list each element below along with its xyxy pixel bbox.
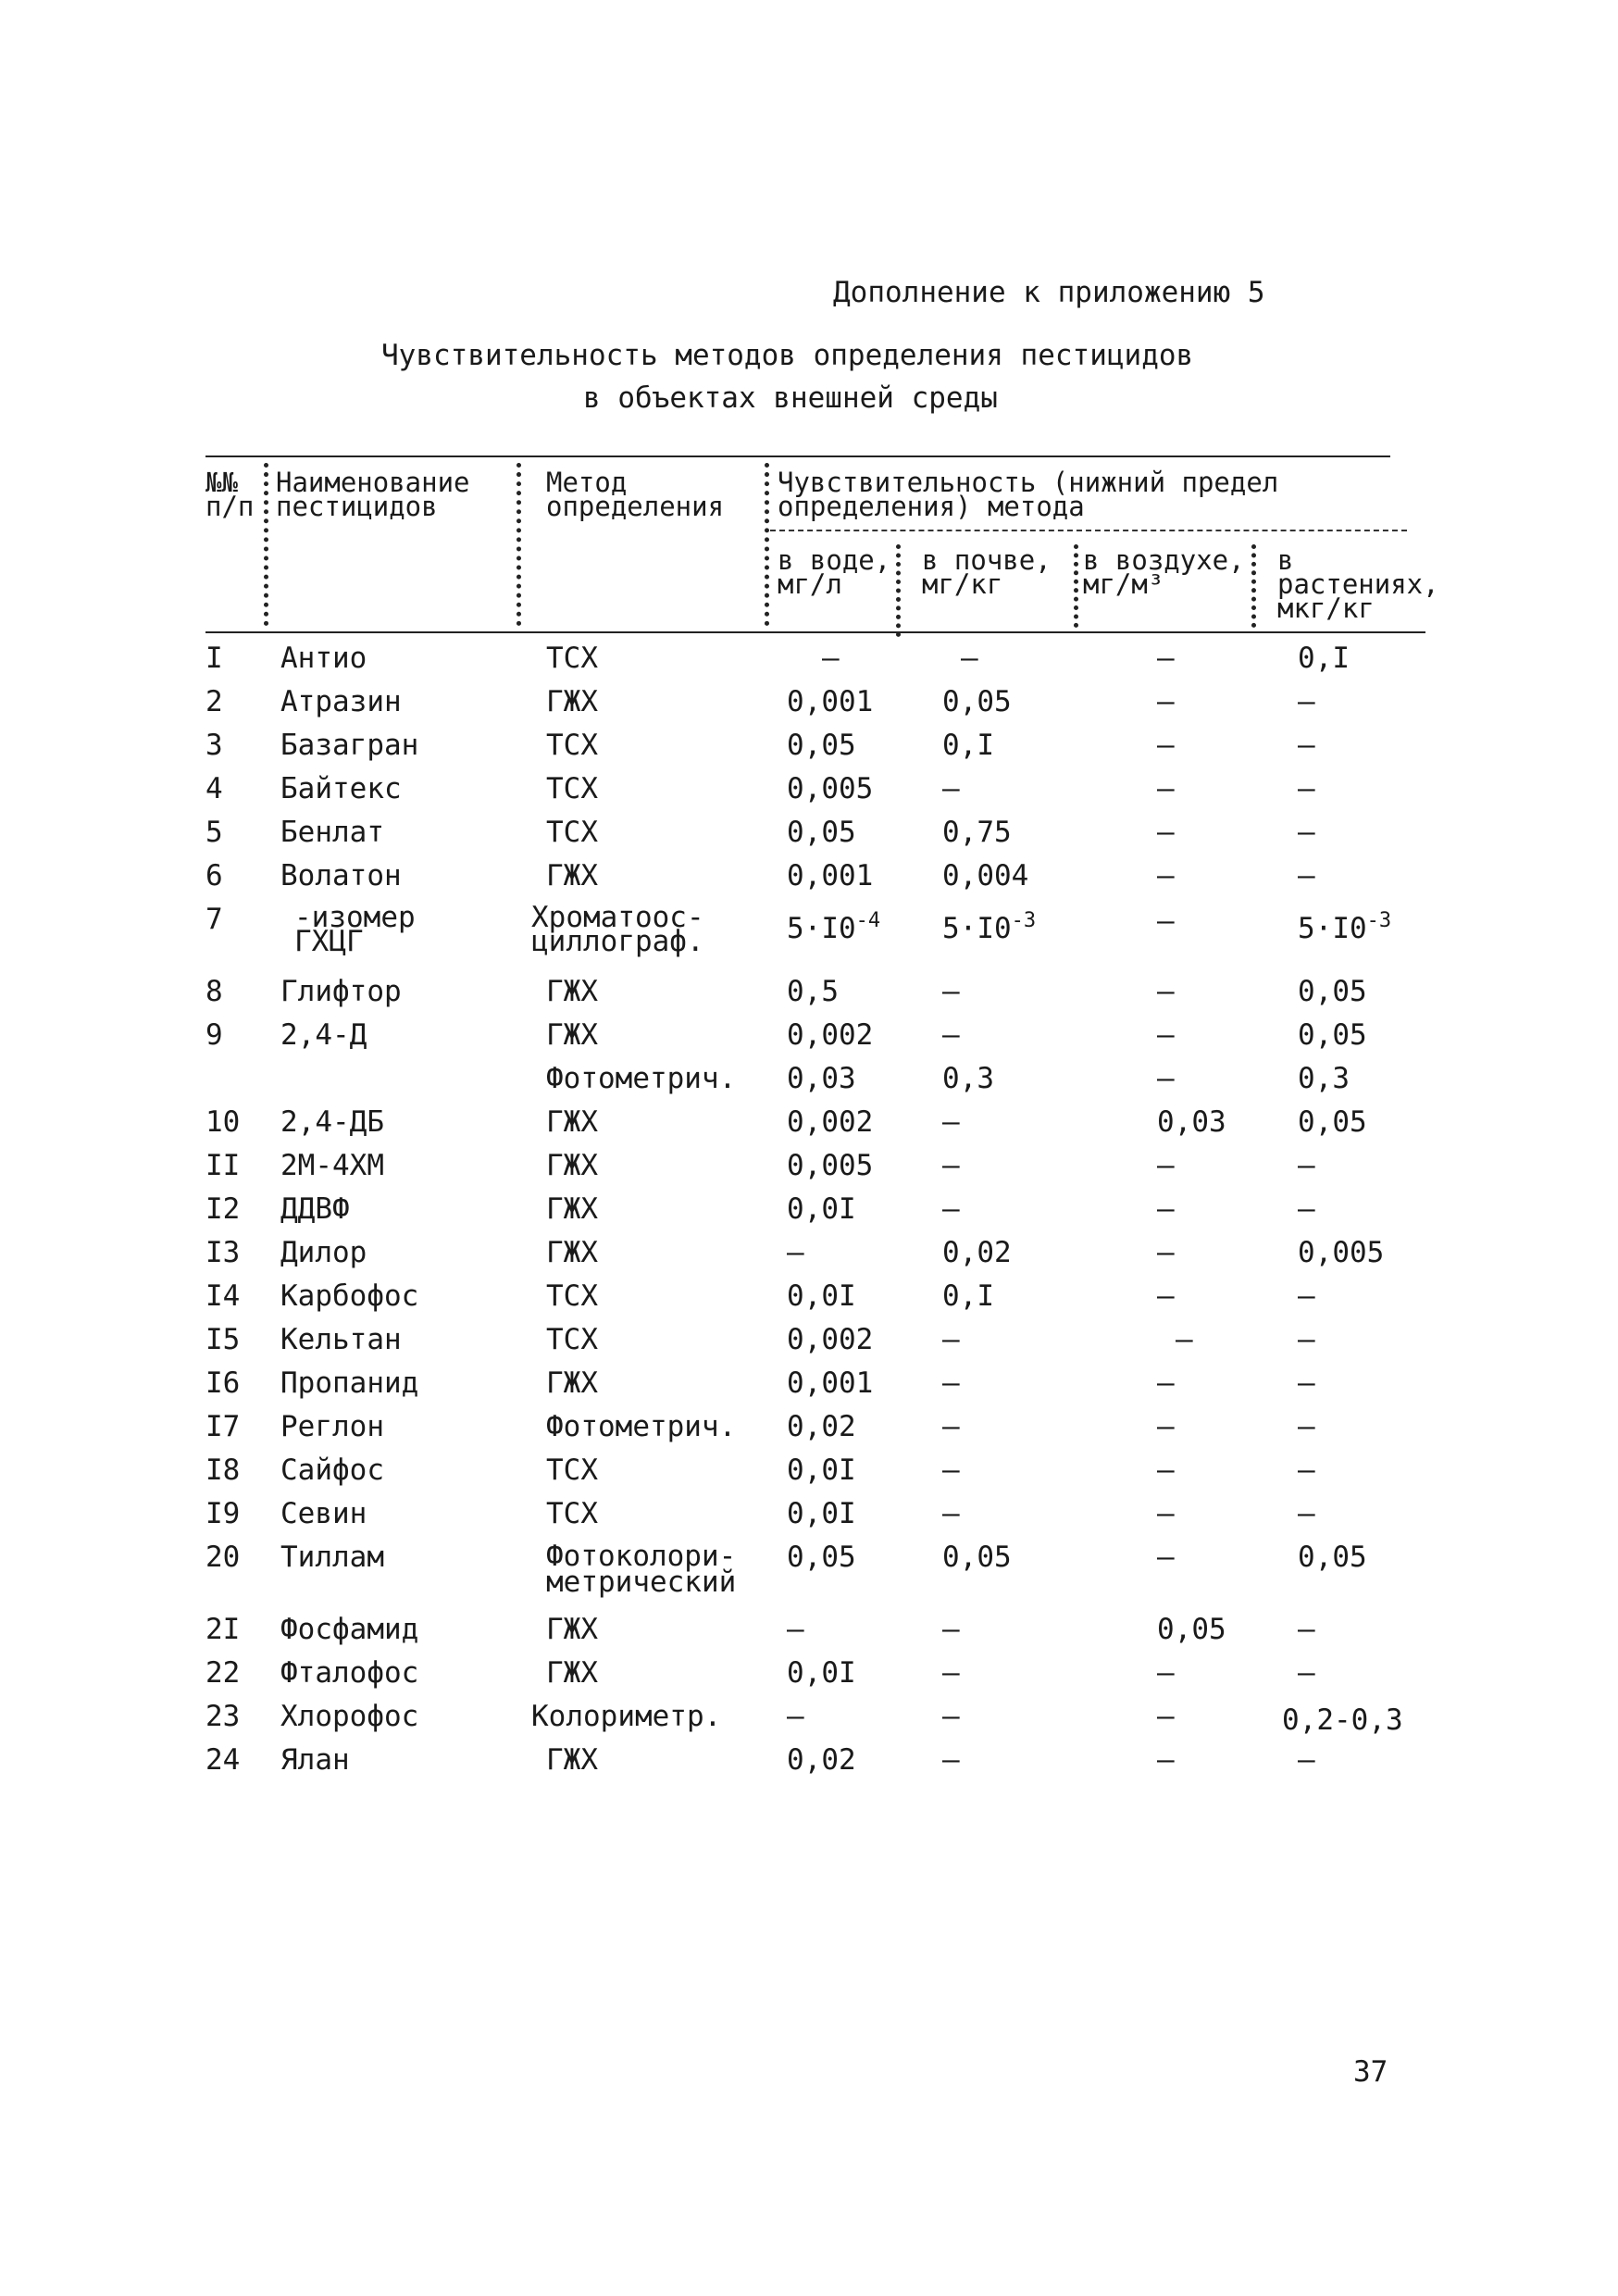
plants-value: – — [1298, 1192, 1315, 1226]
soil-value — [942, 907, 1037, 945]
row-number: I8 — [205, 1454, 241, 1487]
plants-value: 0,3 — [1298, 1062, 1350, 1095]
air-value: – — [1157, 1700, 1175, 1733]
table-header-bottom-rule — [205, 631, 1425, 633]
method: Фотометрич. — [546, 1410, 737, 1443]
row-number: I9 — [205, 1497, 241, 1530]
soil-value: 0,004 — [942, 859, 1029, 892]
plants-value: – — [1298, 1323, 1315, 1356]
plants-value: – — [1298, 1613, 1315, 1646]
air-value: – — [1157, 1279, 1175, 1313]
method: ТСХ — [546, 816, 598, 849]
method: ТСХ — [546, 642, 598, 675]
row-number: 2 — [205, 685, 223, 718]
water-value-mantissa: 5·I0 — [787, 912, 856, 945]
pesticide-name: Базагран — [280, 729, 419, 762]
pesticide-name: 2М-4ХМ — [280, 1149, 384, 1182]
pesticide-name: Ялан — [280, 1743, 350, 1777]
water-value: 0,05 — [787, 816, 856, 849]
water-value: 0,0I — [787, 1192, 856, 1226]
soil-value: – — [942, 1454, 960, 1487]
water-value: 0,0I — [787, 1279, 856, 1313]
row-number: 22 — [205, 1656, 241, 1690]
method: Фотоколори- метрический — [546, 1540, 737, 1599]
plants-value: 0,05 — [1298, 1541, 1367, 1574]
column-header-soil: в почве, мг/кг — [922, 544, 1052, 600]
water-value: 0,03 — [787, 1062, 856, 1095]
water-value: 0,05 — [787, 1541, 856, 1574]
method: ГЖХ — [546, 1192, 598, 1226]
water-value: 0,001 — [787, 859, 874, 892]
column-divider — [264, 463, 268, 626]
row-number: I3 — [205, 1236, 241, 1269]
air-value: – — [1157, 1062, 1175, 1095]
water-value: – — [787, 1613, 804, 1646]
method: ТСХ — [546, 1323, 598, 1356]
soil-value: – — [942, 772, 960, 805]
water-value: 0,005 — [787, 1149, 874, 1182]
column-divider — [1074, 544, 1078, 628]
column-divider — [517, 463, 521, 626]
soil-value: 0,75 — [942, 816, 1012, 849]
row-number: I2 — [205, 1192, 241, 1226]
plants-value: 0,I — [1298, 642, 1350, 675]
air-value: – — [1157, 816, 1175, 849]
column-header-plants: в растениях, мкг/кг — [1277, 544, 1439, 624]
soil-value: 0,05 — [942, 1541, 1012, 1574]
pesticide-name: Антио — [280, 642, 367, 675]
water-value: 0,002 — [787, 1323, 874, 1356]
plants-value: – — [1298, 816, 1315, 849]
water-value — [787, 907, 881, 945]
air-value: – — [1157, 1410, 1175, 1443]
air-value: – — [1157, 1454, 1175, 1487]
water-value: 0,02 — [787, 1410, 856, 1443]
plants-value: 0,2-0,3 — [1282, 1703, 1403, 1737]
soil-value: – — [942, 1192, 960, 1226]
water-value: 0,0I — [787, 1656, 856, 1690]
air-value: – — [1157, 975, 1175, 1008]
air-value: – — [1157, 729, 1175, 762]
row-number: 2I — [205, 1613, 241, 1646]
water-value: 0,05 — [787, 729, 856, 762]
air-value: – — [1157, 1497, 1175, 1530]
row-number: 6 — [205, 859, 223, 892]
pesticide-name: Карбофос — [280, 1279, 419, 1313]
pesticide-name: Фосфамид — [280, 1613, 419, 1646]
soil-value: – — [942, 1700, 960, 1733]
water-value: 0,0I — [787, 1454, 856, 1487]
pesticide-name: Севин — [280, 1497, 367, 1530]
plants-value-exponent: -3 — [1366, 909, 1392, 932]
water-value: – — [787, 1700, 804, 1733]
soil-value: – — [942, 1410, 960, 1443]
row-number: 4 — [205, 772, 223, 805]
row-number: 20 — [205, 1541, 241, 1574]
row-number: 9 — [205, 1018, 223, 1052]
column-header-sensitivity: Чувствительность (нижний предел определения) метода — [778, 467, 1279, 522]
table-title-line-2: в объектах внешней среды — [583, 381, 998, 415]
row-number: 8 — [205, 975, 223, 1008]
air-value: – — [1157, 1192, 1175, 1226]
air-value: – — [1157, 685, 1175, 718]
plants-value — [1298, 907, 1392, 945]
plants-value: 0,05 — [1298, 975, 1367, 1008]
row-number: 23 — [205, 1700, 241, 1733]
pesticide-name: Бенлат — [280, 816, 384, 849]
water-value: 0,0I — [787, 1497, 856, 1530]
water-value: 0,001 — [787, 1366, 874, 1400]
row-number: 10 — [205, 1105, 241, 1139]
water-value: 0,002 — [787, 1105, 874, 1139]
plants-value: 0,005 — [1298, 1236, 1385, 1269]
water-value: 0,5 — [787, 975, 839, 1008]
method: ГЖХ — [546, 859, 598, 892]
soil-value: – — [942, 1656, 960, 1690]
soil-value: 0,02 — [942, 1236, 1012, 1269]
pesticide-name: ДДВФ — [280, 1192, 350, 1226]
pesticide-name: Байтекс — [280, 772, 402, 805]
method: ТСХ — [546, 772, 598, 805]
row-number: I7 — [205, 1410, 241, 1443]
soil-value: 0,05 — [942, 685, 1012, 718]
plants-value: – — [1298, 1410, 1315, 1443]
column-header-method: Метод определения — [546, 467, 725, 522]
pesticide-name: Сайфос — [280, 1454, 384, 1487]
plants-value: – — [1298, 772, 1315, 805]
column-header-water: в воде, мг/л — [778, 544, 891, 600]
pesticide-name: 2,4-ДБ — [280, 1105, 384, 1139]
column-header-air: в воздухе, мг/м³ — [1083, 544, 1245, 600]
soil-value: – — [942, 1366, 960, 1400]
column-header-name: Наименование пестицидов — [276, 467, 470, 522]
pesticide-name: 2,4-Д — [280, 1018, 367, 1052]
sensitivity-subheader-rule — [770, 530, 1407, 531]
method: ГЖХ — [546, 1018, 598, 1052]
soil-value: – — [942, 975, 960, 1008]
plants-value: – — [1298, 1656, 1315, 1690]
column-divider — [1251, 544, 1256, 628]
method: Фотометрич. — [546, 1062, 737, 1095]
soil-value-mantissa: 5·I0 — [942, 912, 1012, 945]
pesticide-name: Тиллам — [280, 1541, 384, 1574]
air-value: – — [1176, 1323, 1193, 1356]
water-value: 0,002 — [787, 1018, 874, 1052]
row-number: II — [205, 1149, 241, 1182]
pesticide-name: Дилор — [280, 1236, 367, 1269]
method: ГЖХ — [546, 1656, 598, 1690]
table-title-line-1: Чувствительность методов определения пестицидов — [381, 339, 1194, 372]
method: ГЖХ — [546, 1743, 598, 1777]
pesticide-name: Хлорофос — [280, 1700, 419, 1733]
plants-value: – — [1298, 1279, 1315, 1313]
pesticide-name: Реглон — [280, 1410, 384, 1443]
air-value: 0,03 — [1157, 1105, 1226, 1139]
method: Хроматоос- циллограф. — [531, 901, 704, 958]
row-number: 7 — [205, 903, 223, 936]
row-number: 3 — [205, 729, 223, 762]
plants-value: – — [1298, 1454, 1315, 1487]
method: ТСХ — [546, 1497, 598, 1530]
row-number: I — [205, 642, 223, 675]
method: ТСХ — [546, 729, 598, 762]
plants-value: 0,05 — [1298, 1105, 1367, 1139]
plants-value: – — [1298, 685, 1315, 718]
row-number: I4 — [205, 1279, 241, 1313]
plants-value: – — [1298, 1149, 1315, 1182]
air-value: – — [1157, 772, 1175, 805]
air-value: – — [1157, 642, 1175, 675]
water-value-exponent: -4 — [855, 909, 881, 932]
column-divider — [765, 463, 769, 626]
soil-value: – — [942, 1497, 960, 1530]
column-divider — [896, 544, 901, 637]
air-value: 0,05 — [1157, 1613, 1226, 1646]
method: ГЖХ — [546, 975, 598, 1008]
soil-value: – — [942, 1743, 960, 1777]
pesticide-name: Пропанид — [280, 1366, 419, 1400]
air-value: – — [1157, 1018, 1175, 1052]
method: ГЖХ — [546, 1366, 598, 1400]
air-value: – — [1157, 1236, 1175, 1269]
soil-value: – — [942, 1018, 960, 1052]
air-value: – — [1157, 1541, 1175, 1574]
row-number: I6 — [205, 1366, 241, 1400]
table-top-rule — [205, 455, 1390, 457]
air-value: – — [1157, 1743, 1175, 1777]
plants-value: – — [1298, 1743, 1315, 1777]
row-number: I5 — [205, 1323, 241, 1356]
water-value: – — [822, 642, 840, 675]
soil-value: – — [942, 1149, 960, 1182]
air-value: – — [1157, 905, 1175, 938]
air-value: – — [1157, 1149, 1175, 1182]
soil-value-exponent: -3 — [1011, 909, 1037, 932]
row-number: 24 — [205, 1743, 241, 1777]
method: ГЖХ — [546, 1149, 598, 1182]
air-value: – — [1157, 1656, 1175, 1690]
soil-value: – — [942, 1105, 960, 1139]
plants-value: – — [1298, 1366, 1315, 1400]
soil-value: – — [942, 1323, 960, 1356]
pesticide-name: Волатон — [280, 859, 402, 892]
pesticide-name: Кельтан — [280, 1323, 402, 1356]
soil-value: – — [961, 642, 978, 675]
soil-value: 0,I — [942, 1279, 994, 1313]
page-number: 37 — [1353, 2055, 1388, 2089]
plants-value: – — [1298, 859, 1315, 892]
method: ТСХ — [546, 1454, 598, 1487]
pesticide-name: -изомер ГХЦГ — [294, 901, 416, 958]
row-number: 5 — [205, 816, 223, 849]
plants-value-mantissa: 5·I0 — [1298, 912, 1367, 945]
water-value: 0,02 — [787, 1743, 856, 1777]
water-value: 0,001 — [787, 685, 874, 718]
soil-value: 0,3 — [942, 1062, 994, 1095]
air-value: – — [1157, 859, 1175, 892]
water-value: – — [787, 1236, 804, 1269]
pesticide-name: Атразин — [280, 685, 402, 718]
method: ГЖХ — [546, 1613, 598, 1646]
method: Колориметр. — [531, 1700, 722, 1733]
plants-value: – — [1298, 729, 1315, 762]
plants-value: – — [1298, 1497, 1315, 1530]
pesticide-name: Фталофос — [280, 1656, 419, 1690]
appendix-caption: Дополнение к приложению 5 — [833, 276, 1265, 309]
water-value: 0,005 — [787, 772, 874, 805]
column-header-number: №№ п/п — [205, 467, 255, 522]
method: ГЖХ — [546, 685, 598, 718]
soil-value: 0,I — [942, 729, 994, 762]
soil-value: – — [942, 1613, 960, 1646]
pesticide-name: Глифтор — [280, 975, 402, 1008]
method: ГЖХ — [546, 1236, 598, 1269]
method: ТСХ — [546, 1279, 598, 1313]
plants-value: 0,05 — [1298, 1018, 1367, 1052]
method: ГЖХ — [546, 1105, 598, 1139]
air-value: – — [1157, 1366, 1175, 1400]
